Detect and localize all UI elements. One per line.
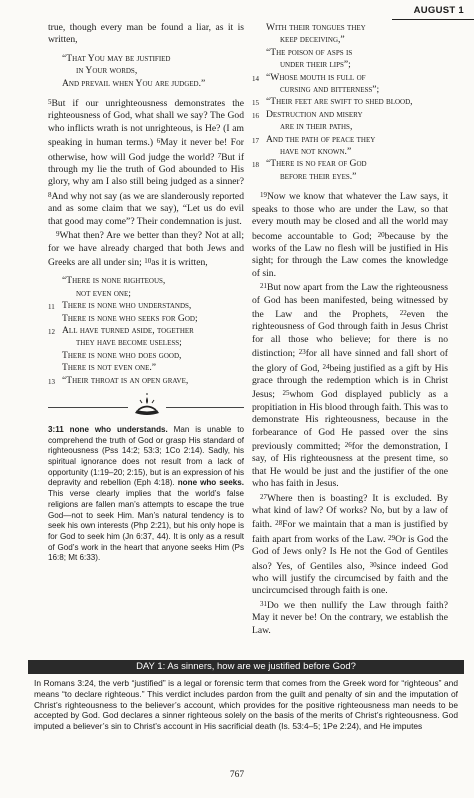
verse-text: whom God displayed publicly as a propitiation in His blood through faith. This was to demonstrate His righteousness, because in the forbearance of God He passed over the sins previously committed; bbox=[252, 389, 448, 452]
lamp-icon bbox=[132, 391, 162, 419]
quote-line bbox=[252, 134, 448, 146]
verse-text: for the demonstration, I say, of His righteousness at the present time, so that He would be just and the justifier of the one who has faith in Jesus. bbox=[252, 441, 448, 490]
verse-number: 11 bbox=[48, 303, 55, 312]
note-lead: none who seeks. bbox=[177, 478, 244, 488]
quote-text: There is none who does good, bbox=[62, 349, 182, 361]
divider-line-left bbox=[48, 407, 128, 408]
quote-line bbox=[252, 47, 448, 59]
quote-text: they have become useless; bbox=[76, 337, 182, 349]
quote-line bbox=[252, 34, 448, 46]
verse-text: since indeed God who will justify the circumcised by faith and the uncircumcised through faith is one. bbox=[252, 560, 448, 597]
divider-line-right bbox=[166, 407, 244, 408]
verse-number: 7 bbox=[217, 151, 222, 160]
quote-line bbox=[252, 84, 448, 96]
quote-line bbox=[48, 275, 244, 287]
verse-number: 30 bbox=[369, 560, 377, 569]
quote-text: “There is none righteous, bbox=[62, 275, 166, 287]
quote-line bbox=[48, 325, 244, 337]
verse-text: Now we know that whatever the Law says, it speaks to those who are under the Law, so that every mouth may be closed and all the world may become accountable to God; bbox=[252, 191, 448, 242]
quote-text: have not known.” bbox=[280, 146, 352, 158]
verse-text: even the righteousness of God through faith in Jesus Christ for all those who believe; for there is no distinction; bbox=[252, 308, 448, 360]
daily-devotional-box bbox=[28, 660, 464, 732]
verse-number: 20 bbox=[377, 230, 385, 239]
quote-line bbox=[252, 146, 448, 158]
quote-line bbox=[48, 300, 244, 312]
verse-number: 28 bbox=[275, 519, 283, 528]
verse-number: 5 bbox=[48, 98, 52, 107]
verse-number: 12 bbox=[48, 327, 55, 336]
verse-number: 22 bbox=[399, 308, 407, 317]
quote-text: All have turned aside, together bbox=[62, 324, 194, 336]
note-text: This verse clearly implies that the world’s false religions are fallen man’s attempts to escape the true God—not to seek Him. Man’s natural tendency is to seek his own interests (Php 2:21), but his only hope is for God to seek him (Jn 6:37, 44). It is only as a result of God’s work in the heart that anyone seeks Him (Ps 16:8; Mt 6:33). bbox=[48, 489, 244, 563]
quote-line bbox=[48, 362, 244, 374]
quote-text: Destruction and misery bbox=[266, 108, 363, 120]
verse-text: because by the works of the Law no flesh will be justified in His sight; for through the Law comes the knowledge of sin. bbox=[252, 230, 448, 279]
verse-number: 24 bbox=[322, 362, 330, 371]
verse-number: 19 bbox=[260, 191, 267, 200]
verse-text: But if our unrighteousness demonstrates the righteousness of God, what shall we say? The God who inflicts wrath is not unrighteous, is He? (I am speaking in human terms.) bbox=[48, 98, 244, 149]
quote-psalm-14 bbox=[48, 275, 244, 387]
quote-line bbox=[48, 313, 244, 325]
page-header bbox=[0, 4, 474, 18]
quote-text: “The poison of asps is bbox=[266, 46, 353, 58]
section-divider bbox=[48, 391, 244, 419]
verse-number: 26 bbox=[344, 441, 352, 449]
note-text: Man is unable to comprehend the truth of God or grasp His standard of righteousness (Pss 14:2; 53:3; 1Co 2:14). Sadly, his spiritual ignorance does not result from a lack of opportunity (1:19–20; 2:15), but is an expression of his depravity and rebellion (Eph 4:18). bbox=[48, 424, 244, 488]
paragraph-verses-9-10 bbox=[48, 228, 244, 269]
quote-line bbox=[48, 288, 244, 300]
right-column bbox=[252, 22, 448, 637]
paragraph-verse-31 bbox=[252, 598, 448, 637]
verse-text: for all have sinned and fall short of the glory of God, bbox=[252, 348, 448, 374]
verse-number: 8 bbox=[48, 190, 52, 199]
quote-text: There is none who understands, bbox=[62, 300, 192, 312]
quote-psalm-5 bbox=[252, 22, 448, 183]
verse-number: 18 bbox=[252, 161, 259, 170]
quote-text: “There is no fear of God bbox=[266, 158, 367, 170]
study-note bbox=[48, 425, 244, 564]
quote-line bbox=[48, 375, 244, 387]
note-lead: none who understands. bbox=[69, 424, 168, 434]
verse-text: Where then is boasting? It is excluded. By what kind of law? Of works? No, but by a law of faith. bbox=[252, 492, 448, 531]
quote-text: And the path of peace they bbox=[266, 133, 376, 145]
quote-line bbox=[252, 121, 448, 133]
verse-number: 17 bbox=[252, 136, 259, 145]
verse-number: 29 bbox=[388, 533, 396, 542]
paragraph-verses-5-8 bbox=[48, 96, 244, 228]
quote-line bbox=[48, 350, 244, 362]
quote-text: keep deceiving,” bbox=[280, 34, 345, 46]
quote-text: “Whose mouth is full of bbox=[266, 71, 366, 83]
verse-number: 21 bbox=[260, 282, 267, 291]
quote-line: in Your words, bbox=[76, 65, 138, 77]
paragraph-verse-4-end: true, though every man be found a liar, as it is written, bbox=[48, 22, 244, 46]
day-body-text: In Romans 3:24, the verb “justified” is a legal or forensic term that comes from the Greek word for “righteous” and means “to declare righteous.” This verdict includes pardon from the guilt and penalty of sin and the imputation of Christ’s righteousness to the believer’s account, which provides for the positive righteousness man needs to be accepted by God. God declares a sinner righteous solely on the basis of the merits of Christ’s righteousness. God imputed a believer’s sin to Christ’s account in His sacrificial death (Is. 53:4–5; 1Pe 2:24), and He imputes bbox=[34, 678, 458, 732]
paragraph-verses-21-26 bbox=[252, 280, 448, 491]
quote-line bbox=[48, 337, 244, 349]
quote-line bbox=[252, 72, 448, 84]
quote-line: “That You may be justified bbox=[62, 52, 171, 64]
quote-line bbox=[252, 171, 448, 183]
verse-number: 9 bbox=[56, 230, 60, 239]
quote-line bbox=[252, 96, 448, 108]
paragraph-verses-19-20 bbox=[252, 189, 448, 280]
verse-text: as it is written, bbox=[151, 256, 208, 268]
quote-text: not even one; bbox=[76, 287, 131, 299]
verse-number: 14 bbox=[252, 74, 259, 83]
left-column bbox=[48, 22, 244, 564]
quote-psalm-51 bbox=[48, 53, 244, 90]
verse-number: 6 bbox=[156, 137, 161, 146]
verse-text: But if through my lie the truth of God abounded to His glory, why am I also still being judged as a sinner? bbox=[48, 151, 245, 188]
quote-line bbox=[252, 158, 448, 170]
verse-number: 13 bbox=[48, 377, 55, 386]
quote-text: There is not even one.” bbox=[62, 362, 157, 374]
verse-number: 23 bbox=[298, 348, 306, 357]
verse-text: What then? Are we better than they? Not at all; for we have already charged that both Jews and Greeks are all under sin; bbox=[48, 230, 244, 268]
verse-number: 10 bbox=[144, 256, 152, 265]
quote-text: There is none who seeks for God; bbox=[62, 312, 198, 324]
quote-text: under their lips”; bbox=[280, 59, 351, 71]
quote-line bbox=[252, 59, 448, 71]
verse-text: But now apart from the Law the righteousness of God has been manifested, being witnessed by the Law and the Prophets, bbox=[252, 282, 448, 320]
quote-text: With their tongues they bbox=[266, 22, 366, 33]
verse-number: 27 bbox=[260, 492, 267, 501]
verse-text: Or is God the God of Jews only? Is He not the God of Gentiles also? Yes, of Gentiles also, bbox=[252, 533, 448, 572]
verse-number: 16 bbox=[252, 111, 259, 120]
quote-text: “Their throat is an open grave, bbox=[62, 374, 189, 386]
page-number: 767 bbox=[229, 770, 245, 780]
quote-line: And prevail when You are judged.” bbox=[62, 77, 206, 89]
day-title: DAY 1: As sinners, how are we justified before God? bbox=[28, 660, 464, 674]
paragraph-verses-27-30 bbox=[252, 491, 448, 598]
header-rule bbox=[392, 19, 474, 20]
verse-text: May it never be! For otherwise, how will God judge the world? bbox=[48, 137, 244, 163]
verse-text: Do we then nullify the Law through faith? May it never be! On the contrary, we establish the Law. bbox=[252, 599, 448, 636]
verse-number: 15 bbox=[252, 99, 259, 108]
verse-text: being justified as a gift by His grace through the redemption which is in Christ Jesus; bbox=[252, 362, 448, 401]
verse-number: 31 bbox=[260, 599, 267, 608]
quote-text: before their eyes.” bbox=[280, 170, 357, 182]
verse-number: 25 bbox=[282, 389, 290, 398]
quote-text: “Their feet are swift to shed blood, bbox=[266, 96, 413, 108]
quote-text: cursing and bitterness”; bbox=[280, 84, 380, 96]
note-reference: 3:11 bbox=[48, 424, 64, 434]
verse-text: And why not say (as we are slanderously reported and as some claim that we say), “Let us do evil that good may come”? Their condemnation is just. bbox=[48, 190, 244, 227]
quote-text: are in their paths, bbox=[280, 121, 353, 133]
page-date-label: AUGUST 1 bbox=[413, 5, 464, 16]
verse-text: For we maintain that a man is justified by faith apart from works of the Law. bbox=[252, 519, 448, 545]
quote-line bbox=[252, 109, 448, 121]
quote-line bbox=[252, 22, 448, 34]
